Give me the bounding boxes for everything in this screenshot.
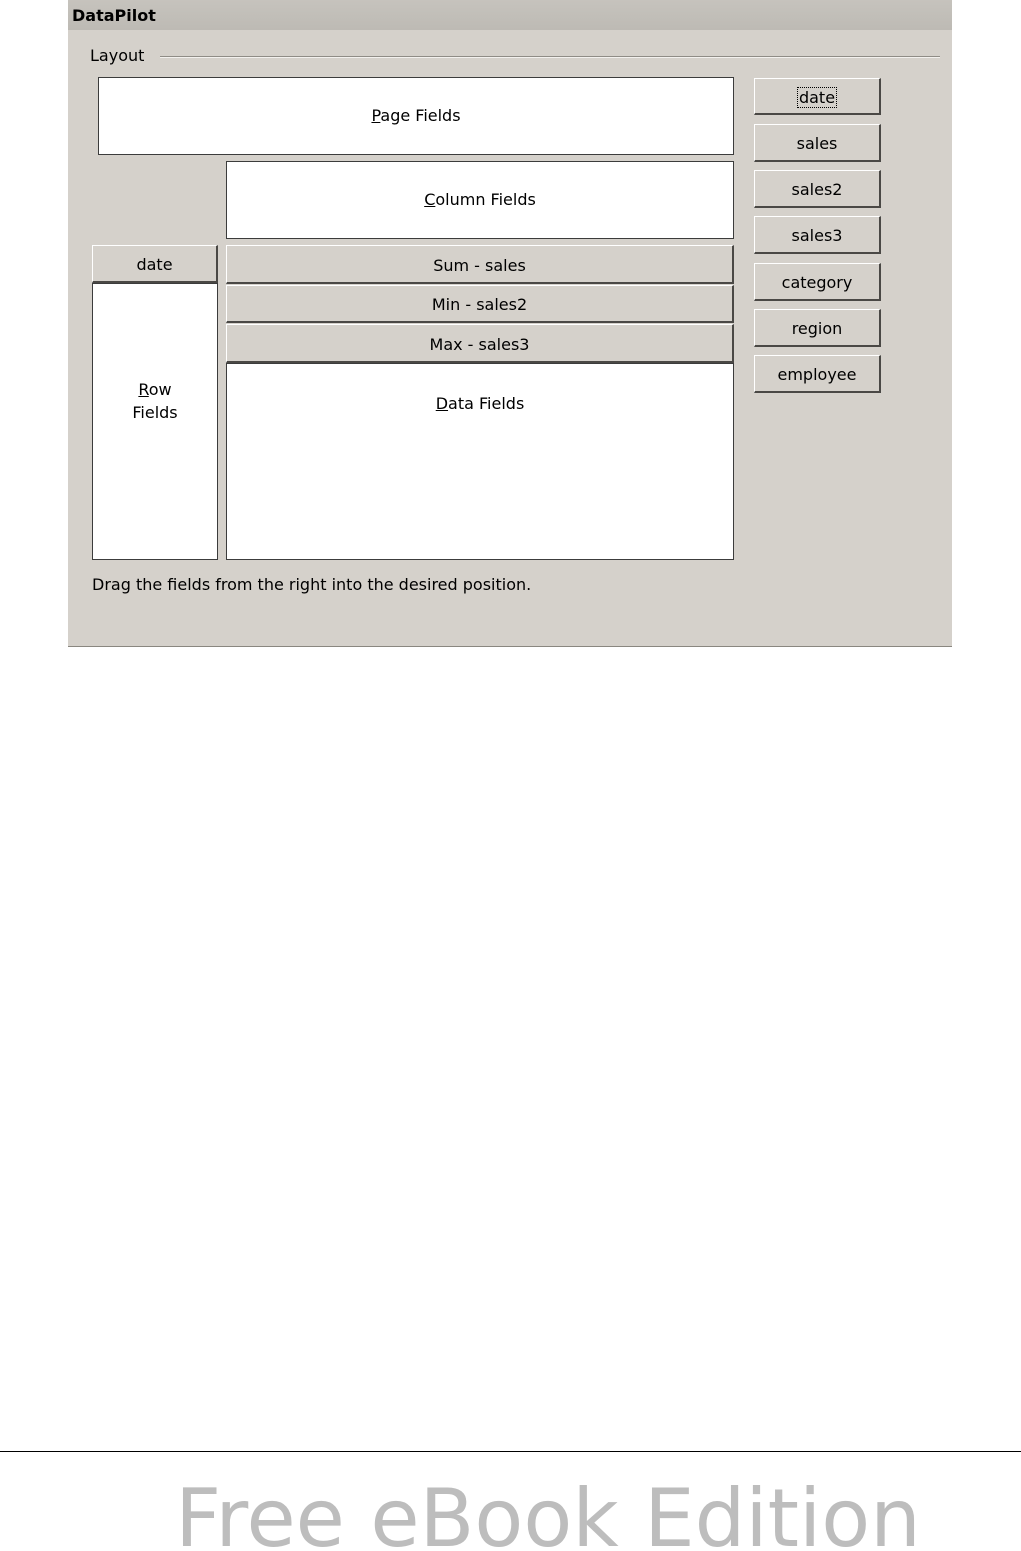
page-fields-area[interactable] [98, 77, 734, 155]
field-sales2-button[interactable]: sales2 [754, 170, 881, 208]
dialog-title: DataPilot [72, 6, 156, 25]
field-region-button[interactable]: region [754, 309, 881, 347]
drag-hint-text: Drag the fields from the right into the desired position. [92, 575, 532, 594]
data-field-sum-sales-button[interactable]: Sum - sales [226, 245, 734, 284]
field-date-button[interactable] [754, 78, 881, 115]
datapilot-dialog [68, 0, 952, 647]
layout-group-line [160, 56, 940, 58]
footer-rule [0, 1451, 1021, 1452]
field-category-button[interactable]: category [754, 263, 881, 301]
data-field-max-sales3-button[interactable]: Max - sales3 [226, 324, 734, 363]
row-fields-area[interactable] [92, 283, 218, 560]
data-field-min-sales2-button[interactable]: Min - sales2 [226, 285, 734, 323]
row-fields-label-line1: Row [138, 380, 172, 399]
row-fields-label-line2: Fields [132, 403, 178, 422]
layout-group-label: Layout [90, 46, 150, 65]
field-date-label: date [798, 88, 836, 107]
title-bar [68, 0, 952, 30]
page-fields-label: Page Fields [371, 106, 461, 125]
field-sales-button[interactable]: sales [754, 124, 881, 162]
torn-edge-decoration [936, 0, 1020, 646]
data-fields-area[interactable] [226, 363, 734, 560]
column-fields-area[interactable] [226, 161, 734, 239]
field-sales3-button[interactable]: sales3 [754, 216, 881, 254]
column-fields-label: Column Fields [424, 190, 536, 209]
footer-watermark: Free eBook Edition [175, 1472, 921, 1551]
data-fields-label: Data Fields [435, 394, 525, 413]
row-field-date-button[interactable]: date [92, 245, 218, 283]
field-employee-button[interactable]: employee [754, 355, 881, 393]
